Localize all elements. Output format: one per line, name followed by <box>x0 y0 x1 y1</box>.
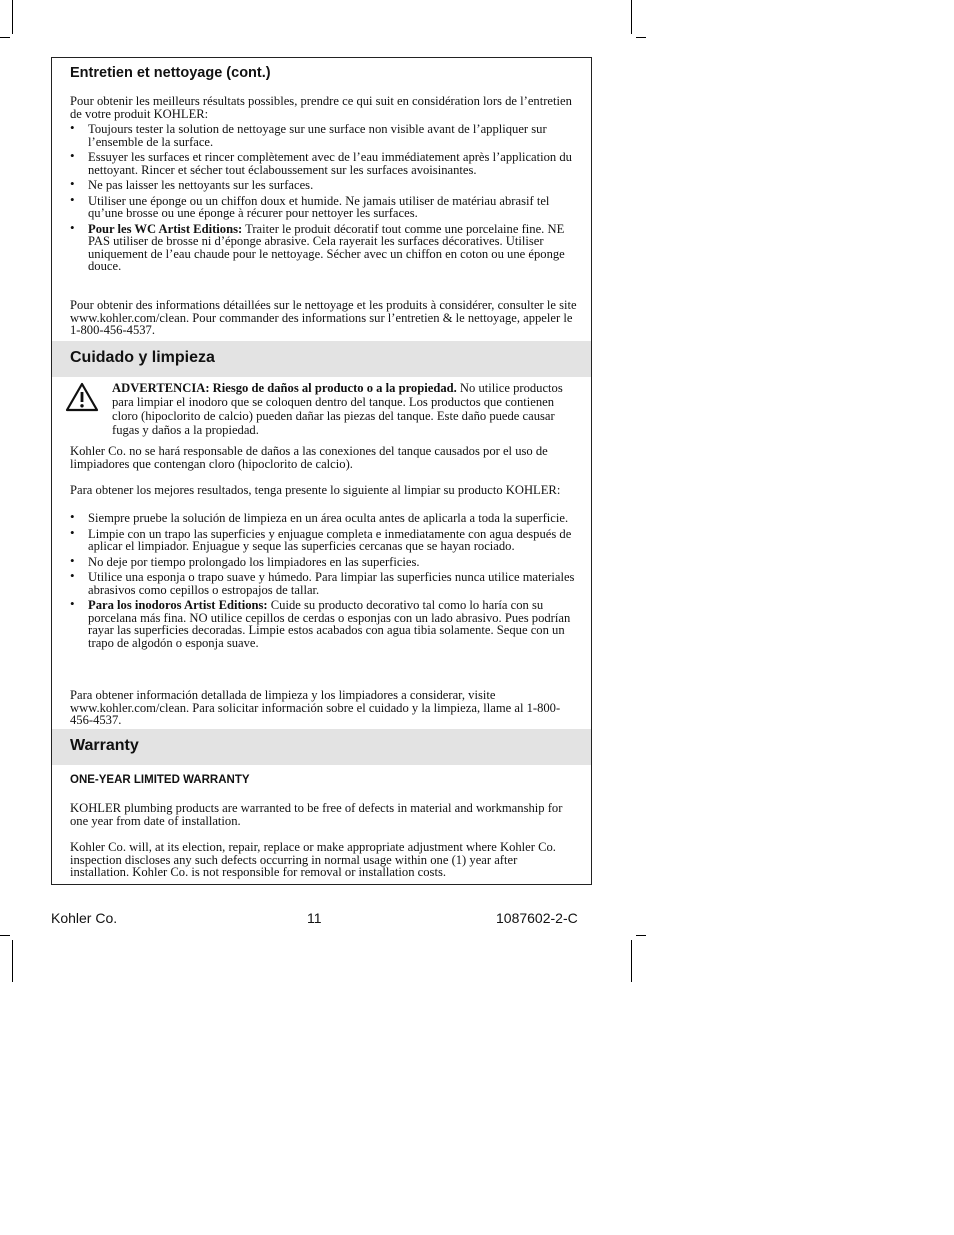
list-item: • Limpie con un trapo las superficies y enjuague completa e inmediatamente con agua después de aplicar el limpiador. Enjuague y seque las superficies cercanas que se hayan rociado. <box>70 528 578 553</box>
crop-mark <box>0 935 10 936</box>
footer-company: Kohler Co. <box>51 910 118 926</box>
warranty-subheading: ONE-YEAR LIMITED WARRANTY <box>70 774 250 786</box>
section-heading-en: Warranty <box>70 737 139 754</box>
section-heading-es: Cuidado y limpieza <box>70 349 215 366</box>
list-item: • Essuyer les surfaces et rincer complètement avec de l’eau immédiatement après l’application du nettoyant. Rincer et sécher tout éclaboussement sur les surfaces avoisinantes. <box>70 151 578 176</box>
list-item: • Toujours tester la solution de nettoyage sur une surface non visible avant de l’appliquer sur l’ensemble de la surface. <box>70 123 578 148</box>
bullet-text: Cuide su producto decorativo tal como lo haría con su porcelana más fina. NO utilice cepillos de cerdas o esponjas con un lado abrasivo. Pues podrían rayar las superficies decoradas. Limpie estos acabados con agua tibia solamente. Seque con un trapo de algodón o esponja suave. <box>88 598 571 650</box>
list-item <box>70 599 578 649</box>
list-item: • Ne pas laisser les nettoyants sur les surfaces. <box>70 179 578 192</box>
section-band-en <box>52 729 591 765</box>
crop-mark <box>631 0 632 34</box>
list-item: • Siempre pruebe la solución de limpieza en un área oculta antes de aplicarla a toda la superficie. <box>70 512 578 525</box>
intro-es: Para obtener los mejores resultados, tenga presente lo siguiente al limpiar su producto KOHLER: <box>70 483 561 497</box>
warranty-p2: Kohler Co. will, at its election, repair, replace or make appropriate adjustment where Kohler Co. inspection discloses any such defects occurring in normal usage within one (1) year after installation. Kohler Co. is not responsible for removal or installation costs. <box>70 840 556 879</box>
crop-mark <box>631 940 632 982</box>
section-band-es <box>52 341 591 377</box>
bullet-list-fr <box>70 123 578 276</box>
list-item: • Utiliser une éponge ou un chiffon doux et humide. Ne jamais utiliser de matériau abrasif tel qu’une brosse ou une éponge à récurer pour nettoyer les surfaces. <box>70 195 578 220</box>
crop-mark <box>12 940 13 982</box>
warning-text-es <box>112 381 574 437</box>
warning-body: No utilice productos para limpiar el inodoro que se coloquen dentro del tanque. Los productos que contienen cloro (hipoclorito de calcio) pueden dañar las piezas del tanque. Este daño puede causar fugas y daños a la propiedad. <box>112 381 563 437</box>
footer-page-number: 11 <box>307 910 322 926</box>
bold-label: Pour les WC Artist Editions: <box>88 221 243 236</box>
outro-es: Para obtener información detallada de limpieza y los limpiadores a considerar, visite www.kohler.com/clean. Para solicitar información sobre el cuidado y la limpieza, llame al 1-800-456-4537. <box>70 688 561 727</box>
crop-mark <box>636 935 646 936</box>
outro-fr: Pour obtenir des informations détaillées sur le nettoyage et les produits à considérer, consulter le site www.kohler.com/clean. Pour commander des informations sur l’entretien & le nettoyage, appeler le 1-800-456-4537. <box>70 298 577 337</box>
list-item: • Utilice una esponja o trapo suave y húmedo. Para limpiar las superficies nunca utilice materiales abrasivos como cepillos o estropajos de tallar. <box>70 571 578 596</box>
liability-es: Kohler Co. no se hará responsable de daños a las conexiones del tanque causados por el uso de limpiadores que contengan cloro (hipoclorito de calcio). <box>70 444 548 471</box>
content-frame <box>51 57 592 885</box>
warranty-p1: KOHLER plumbing products are warranted to be free of defects in material and workmanship for one year from date of installation. <box>70 801 563 828</box>
warning-label: ADVERTENCIA: Riesgo de daños al producto o a la propiedad. <box>112 381 457 395</box>
bullet-text: Traiter le produit décoratif tout comme une porcelaine fine. NE PAS utiliser de brosse ni d’éponge abrasive. Cela rayerait les surfaces décoratives. Utiliser uniquement de l’eau chaude pour le nettoyage. Sécher avec un chiffon en coton ou une éponge douce. <box>88 221 565 273</box>
crop-mark <box>12 0 13 34</box>
crop-mark <box>0 37 10 38</box>
list-item <box>70 223 578 273</box>
list-item: • No deje por tiempo prolongado los limpiadores en las superficies. <box>70 556 578 569</box>
bold-label: Para los inodoros Artist Editions: <box>88 598 268 612</box>
footer-doc-number: 1087602-2-C <box>496 910 578 926</box>
crop-mark <box>636 37 646 38</box>
warning-triangle-icon <box>65 382 99 412</box>
intro-fr: Pour obtenir les meilleurs résultats possibles, prendre ce qui suit en considération lors de l’entretien de votre produit KOHLER: <box>70 94 572 121</box>
bullet-list-es <box>70 512 578 652</box>
section-heading-fr: Entretien et nettoyage (cont.) <box>70 65 271 81</box>
